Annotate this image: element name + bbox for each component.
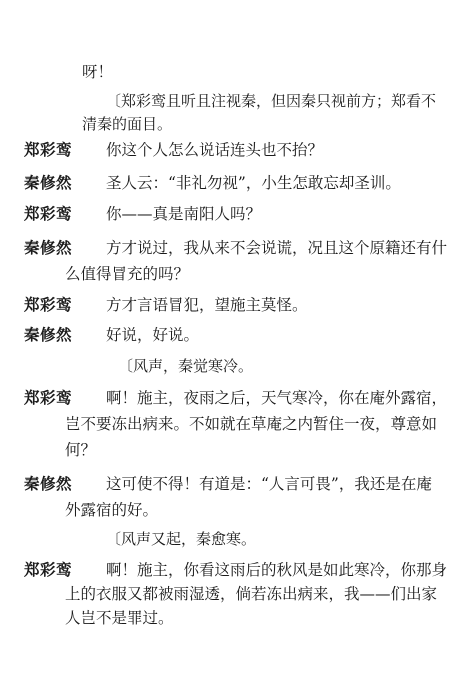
dialogue-text: 好说，好说。 bbox=[106, 326, 200, 344]
dialogue-text: 呀！ bbox=[82, 63, 114, 81]
speaker-name: 郑彩鸾 bbox=[24, 388, 73, 407]
speaker-name: 郑彩鸾 bbox=[24, 204, 73, 223]
speaker-name: 郑彩鸾 bbox=[24, 560, 73, 579]
speaker-name: 郑彩鸾 bbox=[24, 295, 73, 314]
dialogue-text: 么值得冒充的吗？ bbox=[65, 265, 190, 283]
dialogue-text: 你这个人怎么说话连头也不抬？ bbox=[106, 141, 324, 159]
speaker-name: 郑彩鸾 bbox=[24, 140, 73, 159]
speaker-name: 秦修然 bbox=[24, 325, 73, 344]
speaker-name: 秦修然 bbox=[24, 238, 73, 257]
speaker-name: 秦修然 bbox=[24, 173, 73, 192]
stage-direction-text: 〔风声又起，秦愈寒。 bbox=[106, 530, 257, 548]
dialogue-text: 岂不要冻出病来。不如就在草庵之内暂住一夜，尊意如 bbox=[65, 415, 438, 433]
dialogue-text: 这可使不得！有道是：“人言可畏”，我还是在庵 bbox=[106, 475, 432, 493]
stage-direction-text: 〔风声，秦觉寒冷。 bbox=[118, 357, 254, 375]
dialogue-text: 啊！施主，夜雨之后，天气寒冷，你在庵外露宿， bbox=[106, 389, 448, 407]
stage-direction-text: 〔郑彩鸾且听且注视秦，但因秦只视前方；郑看不 bbox=[106, 92, 437, 110]
dialogue-text: 何？ bbox=[65, 441, 97, 459]
stage-direction-text: 清秦的面目。 bbox=[82, 115, 173, 133]
dialogue-text: 方才言语冒犯，望施主莫怪。 bbox=[106, 296, 308, 314]
dialogue-text: 你——真是南阳人吗？ bbox=[106, 205, 262, 223]
dialogue-text: 外露宿的好。 bbox=[65, 501, 159, 519]
dialogue-text: 方才说过，我从来不会说谎，况且这个原籍还有什 bbox=[106, 239, 448, 257]
dialogue-text: 啊！施主，你看这雨后的秋风是如此寒冷，你那身 bbox=[106, 561, 448, 579]
speaker-name: 秦修然 bbox=[24, 474, 73, 493]
dialogue-text: 圣人云：“非礼勿视”，小生怎敢忘却圣训。 bbox=[106, 174, 401, 192]
dialogue-text: 人岂不是罪过。 bbox=[65, 609, 174, 627]
dialogue-text: 上的衣服又都被雨湿透，倘若冻出病来，我——们出家 bbox=[65, 585, 438, 603]
